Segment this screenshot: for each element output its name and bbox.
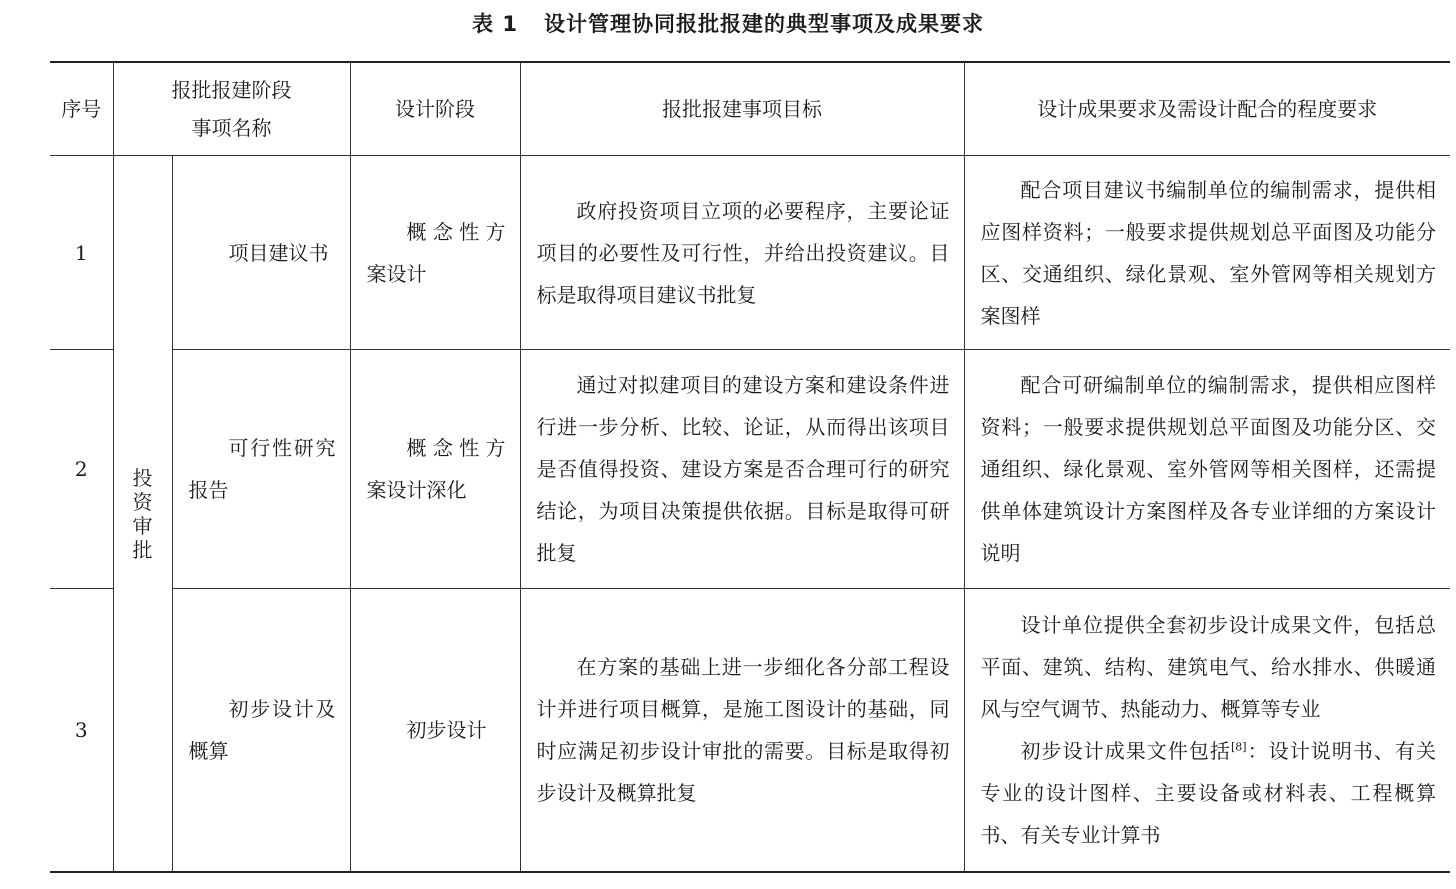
header-goal: 报批报建事项目标 bbox=[520, 62, 964, 156]
row-seq: 2 bbox=[50, 350, 113, 589]
row-item-name bbox=[172, 156, 350, 350]
header-seq: 序号 bbox=[50, 62, 113, 156]
goal-text: 政府投资项目立项的必要程序，主要论证项目的必要性及可行性，并给出投资建议。目标是取得项目建议书批复 bbox=[536, 198, 950, 307]
row-requirement bbox=[964, 156, 1450, 350]
row-goal bbox=[520, 350, 964, 589]
row-design-stage bbox=[350, 589, 520, 873]
header-stage-line2: 事项名称 bbox=[191, 116, 272, 140]
requirements-table bbox=[50, 61, 1450, 873]
row-requirement bbox=[964, 589, 1450, 873]
requirement-text-p2 bbox=[965, 730, 1451, 856]
design-stage-text: 初步设计 bbox=[406, 718, 487, 742]
row-seq: 1 bbox=[50, 156, 113, 350]
item-name-text: 项目建议书 bbox=[228, 240, 329, 265]
table-row bbox=[50, 350, 1450, 589]
row-goal bbox=[520, 589, 964, 873]
table-row bbox=[50, 156, 1450, 350]
goal-text: 在方案的基础上进一步细化各分部工程设计并进行项目概算，是施工图设计的基础，同时应满足初步设计审批的需要。目标是取得初步设计及概算批复 bbox=[536, 655, 950, 805]
design-stage-text: 概念性方案设计 bbox=[366, 219, 506, 286]
row-design-stage bbox=[350, 156, 520, 350]
row-item-name bbox=[172, 350, 350, 589]
table-number: 表 1 bbox=[472, 12, 518, 36]
stage-group-label: 投资审批 bbox=[132, 465, 153, 562]
row-requirement bbox=[964, 350, 1450, 589]
table-header-row bbox=[50, 62, 1450, 156]
requirement-text-p1: 设计单位提供全套初步设计成果文件，包括总平面、建筑、结构、建筑电气、给水排水、供暖通风与空气调节、热能动力、概算等专业 bbox=[980, 613, 1436, 721]
requirement-p2-lead: 初步设计成果文件包括 bbox=[1020, 739, 1231, 763]
header-stage-line1: 报批报建阶段 bbox=[171, 78, 292, 102]
header-requirement: 设计成果要求及需设计配合的程度要求 bbox=[964, 62, 1450, 156]
table-title: 设计管理协同报批报建的典型事项及成果要求 bbox=[543, 12, 984, 36]
header-design-stage: 设计阶段 bbox=[350, 62, 520, 156]
table-row bbox=[50, 589, 1450, 873]
citation-ref[interactable]: [8] bbox=[1230, 740, 1247, 754]
row-seq: 3 bbox=[50, 589, 113, 873]
row-goal bbox=[520, 156, 964, 350]
item-name-text: 初步设计及概算 bbox=[188, 697, 336, 763]
requirement-text: 配合项目建议书编制单位的编制需求，提供相应图样资料；一般要求提供规划总平面图及功能分区、交通组织、绿化景观、室外管网等相关规划方案图样 bbox=[980, 177, 1436, 328]
row-item-name bbox=[172, 589, 350, 873]
goal-text: 通过对拟建项目的建设方案和建设条件进行进一步分析、比较、论证，从而得出该项目是否值得投资、建设方案是否合理可行的研究结论，为项目决策提供依据。目标是取得可研批复 bbox=[536, 373, 950, 565]
header-stage-name bbox=[113, 62, 350, 156]
row-design-stage bbox=[350, 350, 520, 589]
item-name-text: 可行性研究报告 bbox=[188, 436, 336, 502]
table-caption bbox=[0, 6, 1456, 42]
requirement-text: 配合可研编制单位的编制需求，提供相应图样资料；一般要求提供规划总平面图及功能分区、交通组织、绿化景观、室外管网等相关图样，还需提供单体建筑设计方案图样及各专业详细的方案设计说明 bbox=[980, 373, 1436, 565]
design-stage-text: 概念性方案设计深化 bbox=[366, 436, 506, 502]
stage-group-cell bbox=[113, 156, 172, 873]
requirement-p2-rest: ：设计说明书、有关专业的设计图样、主要设备或材料表、工程概算书、有关专业计算书 bbox=[980, 739, 1437, 847]
